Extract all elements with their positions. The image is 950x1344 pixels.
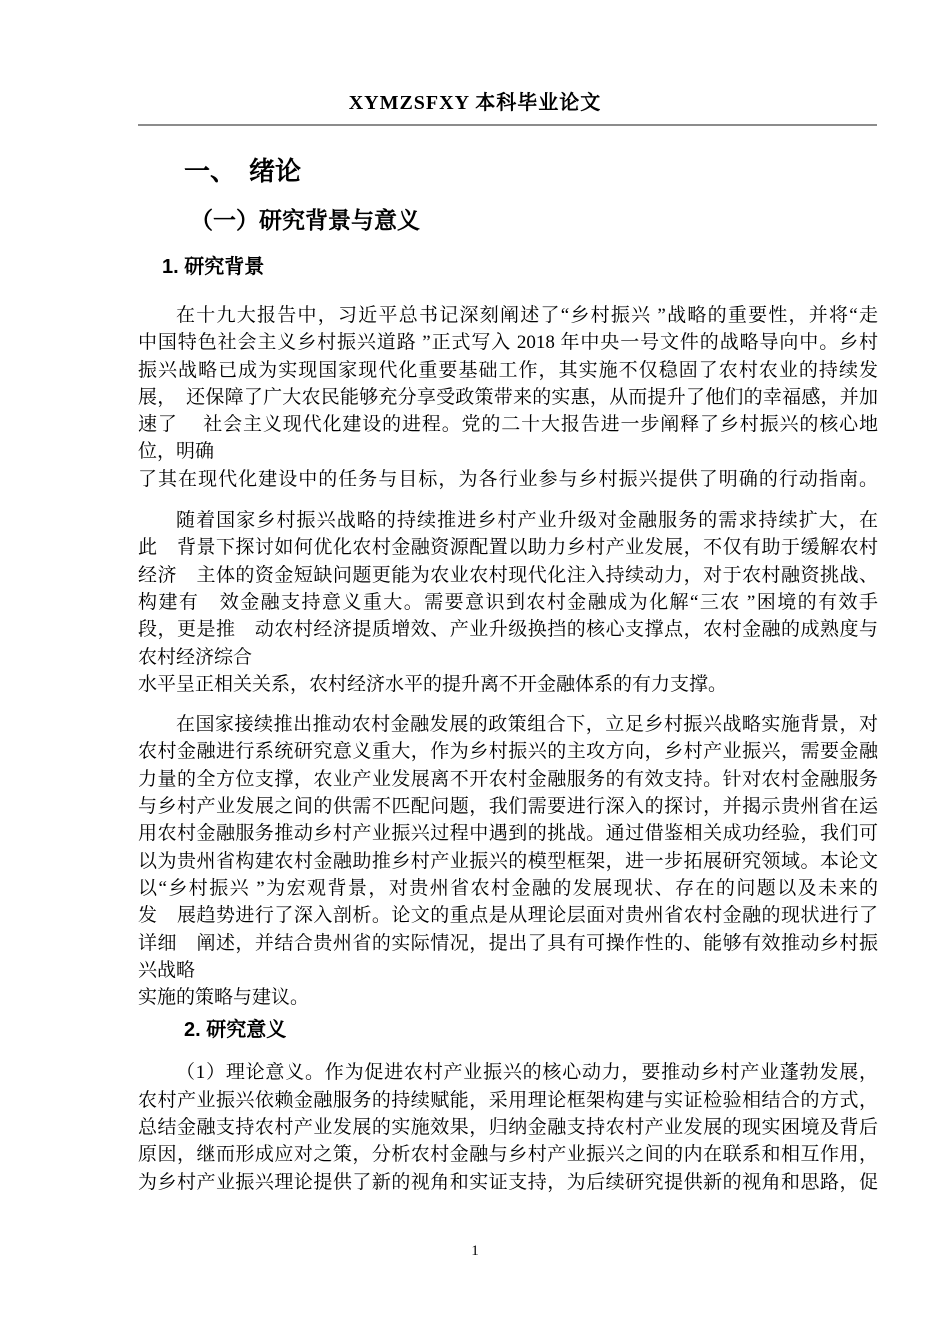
paragraph-line: 与乡村产业发展之间的供需不匹配问题，我们需要进行深入的探讨，并揭示贵州省在运 bbox=[138, 796, 878, 818]
paragraph-line: 实施的策略与建议。 bbox=[138, 987, 310, 1009]
paragraph-line: 农村金融进行系统研究意义重大，作为乡村振兴的主攻方向，乡村产业振兴，需要金融 bbox=[138, 741, 878, 763]
document-body bbox=[138, 150, 878, 1196]
paragraph-line: 力量的全方位支撑，农业产业发展离不开农村金融服务的有效支持。针对农村金融服务 bbox=[138, 768, 878, 790]
paragraph-line: 振兴战略已成为实现国家现代化重要基础工作，其实施不仅稳固了农村农业的持续发 bbox=[138, 359, 878, 381]
paragraph-line: 总结金融支持农村产业发展的实施效果，归纳金融支持农村产业发展的现实困境及背后 bbox=[138, 1117, 878, 1139]
paragraph-line: 段，更是推 动农村经济提质增效、产业升级换挡的核心支撑点，农村金融的成熟度与 bbox=[138, 619, 878, 641]
paragraph-line: 以为贵州省构建农村金融助推乡村产业振兴的模型框架，进一步拓展研究领域。本论文 bbox=[138, 850, 878, 872]
paragraph-line: 此 背景下探讨如何优化农村金融资源配置以助力乡村产业发展，不仅有助于缓解农村 bbox=[138, 537, 878, 559]
paragraph-line: 速了 社会主义现代化建设的进程。党的二十大报告进一步阐释了乡村振兴的核心地 bbox=[138, 414, 878, 436]
paragraph-line: 用农村金融服务推动乡村产业振兴过程中遇到的挑战。通过借鉴相关成功经验，我们可 bbox=[138, 823, 878, 845]
paragraph-line: 经济 主体的资金短缺问题更能为农业农村现代化注入持续动力，对于农村融资挑战、 bbox=[138, 564, 878, 586]
paragraph-line: 在十九大报告中，习近平总书记深刻阐述了“乡村振兴 ”战略的重要性，并将“走 bbox=[176, 305, 878, 326]
paragraph-3 bbox=[138, 711, 878, 1011]
paragraph-4 bbox=[138, 1059, 878, 1195]
paragraph-line: 位，明确 bbox=[138, 441, 215, 463]
paragraph-line: 构建有 效金融支持意义重大。需要意识到农村金融成为化解“三农 ”困境的有效手 bbox=[138, 591, 878, 613]
paragraph-line: 发 展趋势进行了深入剖析。论文的重点是从理论层面对贵州省农村金融的现状进行了 bbox=[138, 905, 878, 927]
paragraph-line: 农村经济综合 bbox=[138, 646, 253, 668]
paragraph-line: 在国家接续推出推动农村金融发展的政策组合下，立足乡村振兴战略实施背景，对 bbox=[176, 714, 878, 736]
paragraph-1 bbox=[138, 302, 878, 493]
paragraph-line: 水平呈正相关关系，农村经济水平的提升离不开金融体系的有力支撑。 bbox=[138, 673, 728, 695]
paragraph-line: 展， 还保障了广大农民能够充分享受政策带来的实惠，从而提升了他们的幸福感，并加 bbox=[138, 386, 878, 408]
section-heading: （一）研究背景与意义 bbox=[190, 207, 420, 233]
page-header-title: XYMZSFXY 本科毕业论文 bbox=[348, 92, 602, 114]
header-divider bbox=[138, 124, 877, 126]
paragraph-line: 兴战略 bbox=[138, 959, 196, 981]
paragraph-line: （1）理论意义。作为促进农村产业振兴的核心动力，要推动乡村产业蓬勃发展， bbox=[176, 1062, 878, 1084]
subsection-heading-significance: 2. 研究意义 bbox=[184, 1019, 287, 1042]
subsection-heading-background: 1. 研究背景 bbox=[162, 256, 265, 278]
paragraph-line: 详细 阐述，并结合贵州省的实际情况，提出了具有可操作性的、能够有效推动乡村振 bbox=[138, 932, 878, 954]
paragraph-line: 为乡村产业振兴理论提供了新的视角和实证支持，为后续研究提供新的视角和思路，促 bbox=[138, 1171, 878, 1193]
chapter-heading: 一、 绪论 bbox=[184, 156, 302, 186]
paragraph-line: 中国特色社会主义乡村振兴道路 ”正式写入 2018 年中央一号文件的战略导向中。乡村 bbox=[138, 332, 878, 354]
paragraph-line: 以“乡村振兴 ”为宏观背景，对贵州省农村金融的发展现状、存在的问题以及未来的 bbox=[138, 877, 878, 899]
paragraph-line: 原因，继而形成应对之策，分析农村金融与乡村产业振兴之间的内在联系和相互作用， bbox=[138, 1144, 878, 1166]
paragraph-line: 农村产业振兴依赖金融服务的持续赋能，采用理论框架构建与实证检验相结合的方式， bbox=[138, 1089, 878, 1111]
paragraph-line: 随着国家乡村振兴战略的持续推进乡村产业升级对金融服务的需求持续扩大，在 bbox=[176, 510, 878, 532]
paragraph-line: 了其在现代化建设中的任务与目标，为各行业参与乡村振兴提供了明确的行动指南。 bbox=[138, 468, 878, 490]
paragraph-2 bbox=[138, 507, 878, 698]
page-number: 1 bbox=[471, 1243, 479, 1259]
